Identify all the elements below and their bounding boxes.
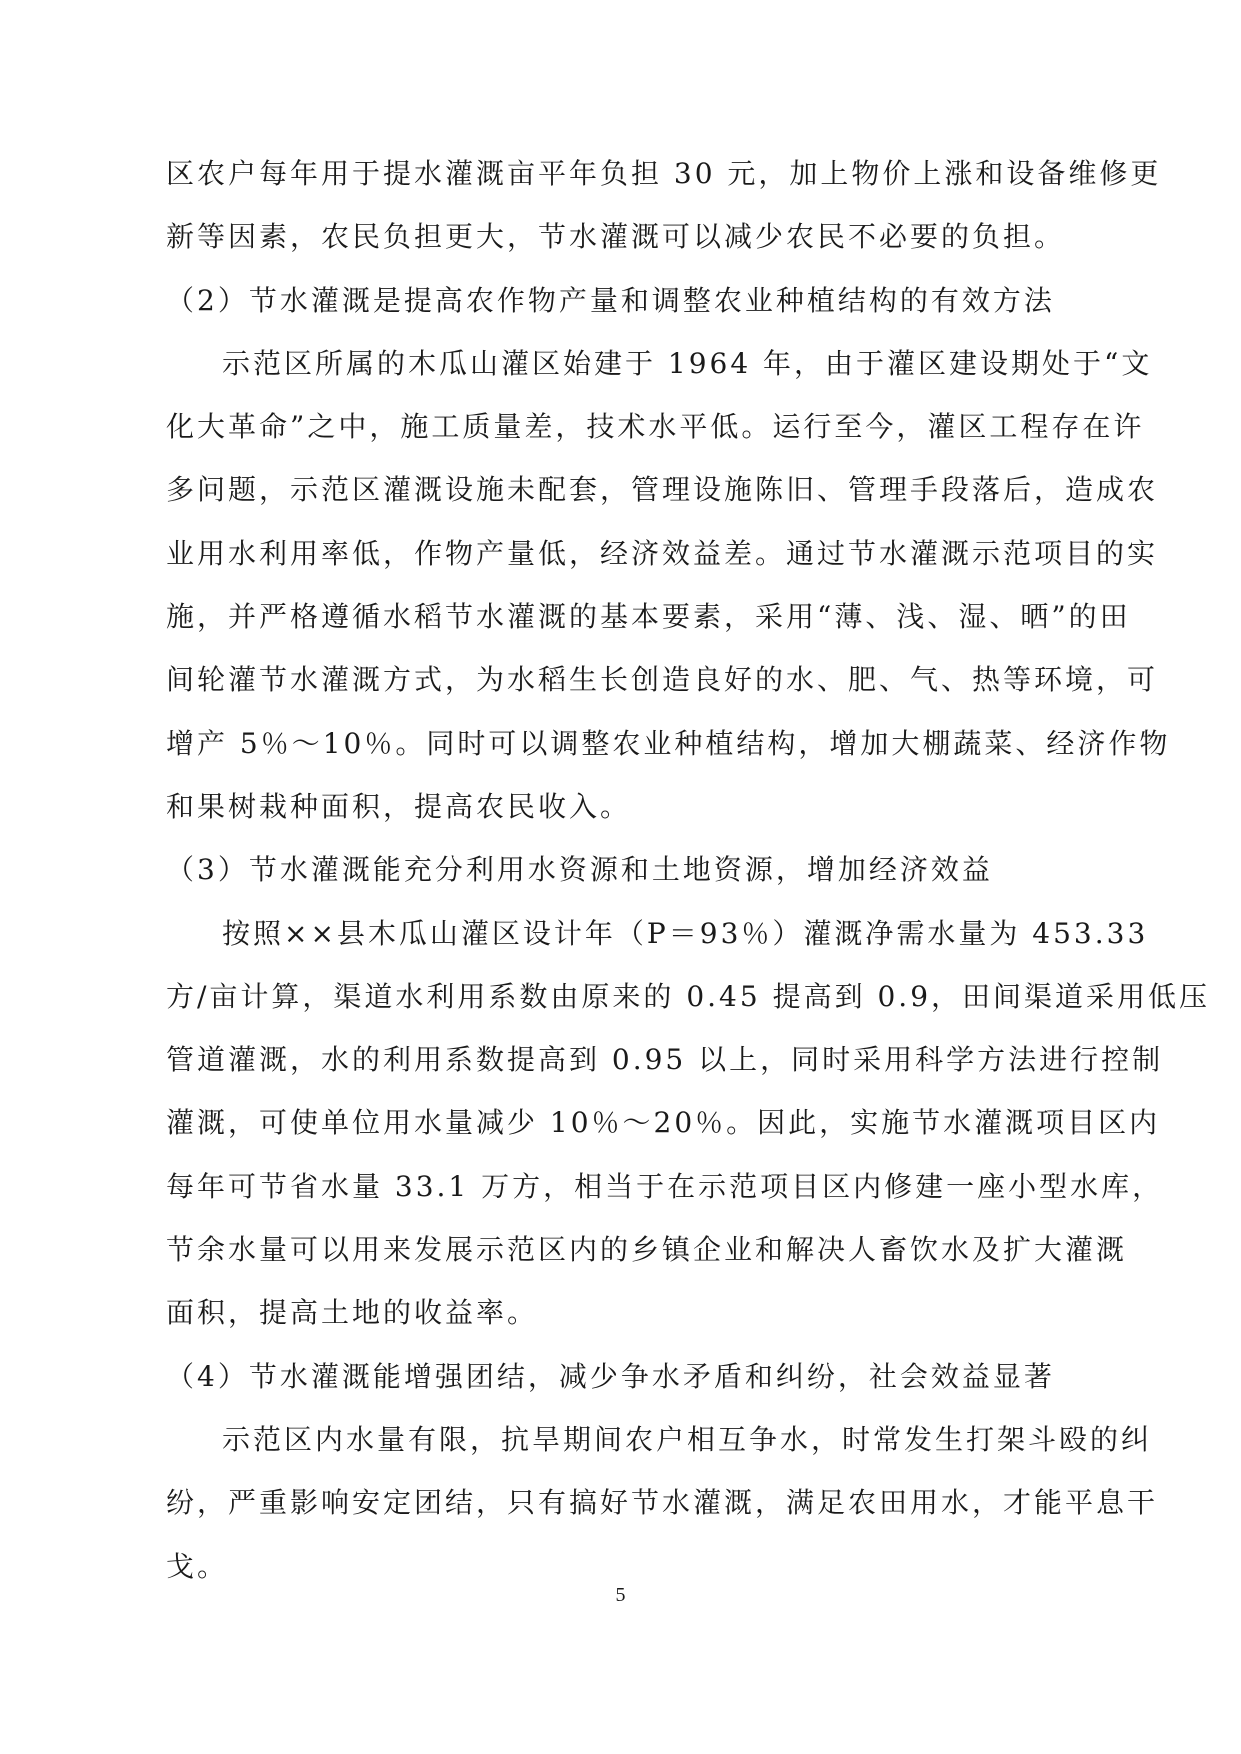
body-line: 戈。	[166, 1549, 229, 1583]
paragraph-first-line: 示范区内水量有限，抗旱期间农户相互争水，时常发生打架斗殴的纠	[222, 1422, 1153, 1456]
body-line: 业用水利用率低，作物产量低，经济效益差。通过节水灌溉示范项目的实	[166, 536, 1159, 570]
body-line: 化大革命”之中，施工质量差，技术水平低。运行至今，灌区工程存在许	[166, 410, 1145, 444]
body-line: 面积，提高土地的收益率。	[166, 1296, 539, 1330]
body-line: 管道灌溉，水的利用系数提高到 0.95 以上，同时采用科学方法进行控制	[166, 1043, 1164, 1077]
body-line: 纷，严重影响安定团结，只有搞好节水灌溉，满足农田用水，才能平息干	[166, 1486, 1159, 1520]
section-heading-4: （4）节水灌溉能增强团结，减少争水矛盾和纠纷，社会效益显著	[166, 1359, 1055, 1393]
section-heading-2: （2）节水灌溉是提高农作物产量和调整农业种植结构的有效方法	[166, 283, 1055, 317]
section-heading-3: （3）节水灌溉能充分利用水资源和土地资源，增加经济效益	[166, 853, 993, 887]
body-line: 新等因素，农民负担更大，节水灌溉可以减少农民不必要的负担。	[166, 220, 1066, 254]
document-body	[166, 142, 1211, 1598]
body-line: 和果树栽种面积，提高农民收入。	[166, 789, 632, 823]
body-line: 灌溉，可使单位用水量减少 10％～20％。因此，实施节水灌溉项目区内	[166, 1106, 1161, 1140]
paragraph-first-line: 按照××县木瓜山灌区设计年（P＝93％）灌溉净需水量为 453.33	[222, 916, 1149, 950]
body-line: 方/亩计算，渠道水利用系数由原来的 0.45 提高到 0.9，田间渠道采用低压	[166, 979, 1211, 1013]
body-line: 每年可节省水量 33.1 万方，相当于在示范项目区内修建一座小型水库，	[166, 1169, 1164, 1203]
paragraph-first-line: 示范区所属的木瓜山灌区始建于 1964 年，由于灌区建设期处于“文	[222, 346, 1153, 380]
page-number: 5	[615, 1584, 626, 1606]
body-line: 节余水量可以用来发展示范区内的乡镇企业和解决人畜饮水及扩大灌溉	[166, 1233, 1128, 1267]
body-line: 增产 5％～10％。同时可以调整农业种植结构，增加大棚蔬菜、经济作物	[166, 726, 1171, 760]
body-line: 区农户每年用于提水灌溉亩平年负担 30 元，加上物价上涨和设备维修更	[166, 157, 1162, 190]
body-line: 施，并严格遵循水稻节水灌溉的基本要素，采用“薄、浅、湿、晒”的田	[166, 600, 1131, 634]
body-line: 多问题，示范区灌溉设施未配套，管理设施陈旧、管理手段落后，造成农	[166, 473, 1159, 507]
body-line: 间轮灌节水灌溉方式，为水稻生长创造良好的水、肥、气、热等环境，可	[166, 663, 1159, 697]
